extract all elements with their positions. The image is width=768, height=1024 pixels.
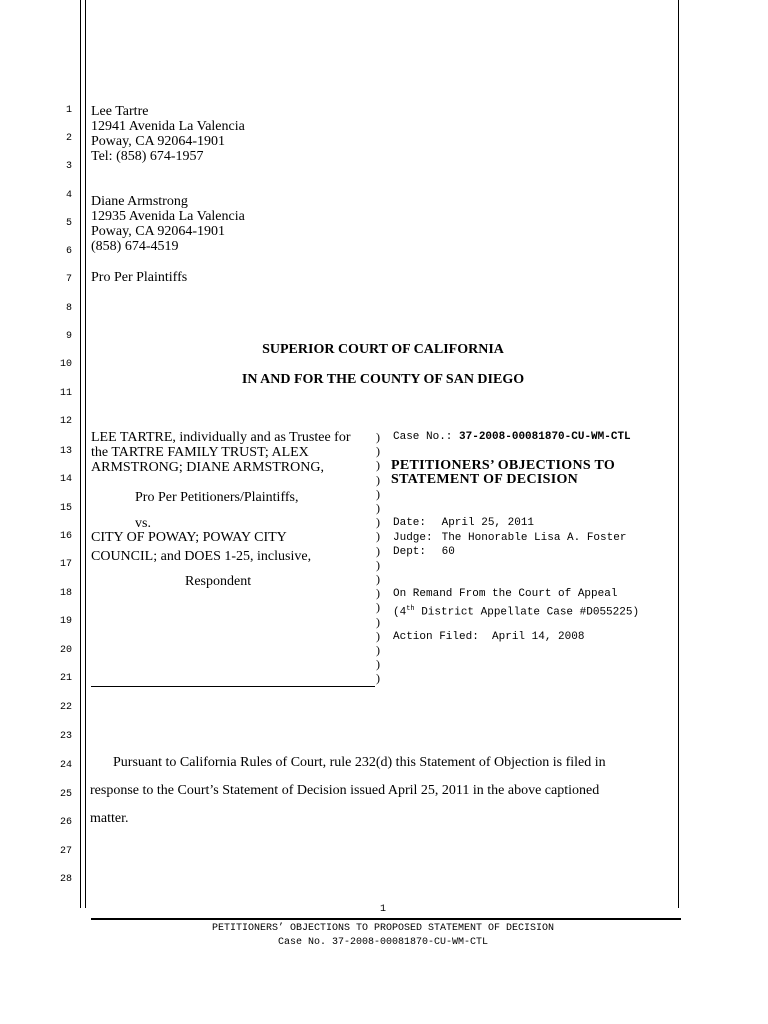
caption-paren: ) xyxy=(376,501,380,515)
remand-ordinal-sup: th xyxy=(406,605,415,613)
action-filed-line xyxy=(393,631,584,644)
plaintiff-1-city: Poway, CA 92064-1901 xyxy=(91,134,226,149)
caption-underline xyxy=(91,686,375,687)
caption-petitioner-role: Pro Per Petitioners/Plaintiffs, xyxy=(135,490,299,505)
plaintiff-1-phone: Tel: (858) 674-1957 xyxy=(91,149,204,164)
line-number: 19 xyxy=(59,616,72,627)
caption-paren: ) xyxy=(376,529,380,544)
caption-petitioners-3: ARMSTRONG; DIANE ARMSTRONG, xyxy=(91,460,324,475)
dept-line xyxy=(393,546,455,559)
caption-respondent-role: Respondent xyxy=(185,574,252,589)
plaintiff-2-name: Diane Armstrong xyxy=(91,194,188,209)
dept-value: 60 xyxy=(441,546,455,558)
line-number: 23 xyxy=(59,731,72,742)
caption-respondents-2: COUNCIL; and DOES 1-25, inclusive, xyxy=(91,549,312,564)
page-number: 1 xyxy=(379,904,386,915)
line-number: 17 xyxy=(59,559,72,570)
caption-paren: ) xyxy=(376,572,380,586)
judge-label: Judge: xyxy=(393,532,433,544)
court-name: SUPERIOR COURT OF CALIFORNIA xyxy=(262,342,504,357)
line-number: 25 xyxy=(59,789,72,800)
caption-petitioners-2: the TARTRE FAMILY TRUST; ALEX xyxy=(91,445,309,460)
line-number: 5 xyxy=(65,218,72,229)
line-number: 15 xyxy=(59,503,72,514)
line-number: 2 xyxy=(65,133,72,144)
line-number: 18 xyxy=(59,588,72,599)
line-number: 24 xyxy=(59,760,72,771)
date-value: April 25, 2011 xyxy=(441,517,535,529)
line-number: 8 xyxy=(65,303,72,314)
caption-paren: ) xyxy=(376,628,380,643)
footer-title: PETITIONERS’ OBJECTIONS TO PROPOSED STATEMENT OF DECISION xyxy=(211,923,555,934)
left-margin-rule xyxy=(80,0,81,908)
body-line-1: Pursuant to California Rules of Court, rule 232(d) this Statement of Objection is filed in xyxy=(113,755,606,770)
line-number: 6 xyxy=(65,246,72,257)
caption-paren: ) xyxy=(376,444,380,459)
caption-paren: ) xyxy=(376,557,380,572)
remand-line: On Remand From the Court of Appeal xyxy=(393,588,618,600)
body-line-2: response to the Court’s Statement of Decision issued April 25, 2011 in the above captioned xyxy=(90,783,600,798)
caption-paren: ) xyxy=(376,543,380,558)
caption-paren: ) xyxy=(376,472,380,487)
remand-open: (4 xyxy=(393,606,407,619)
caption-paren: ) xyxy=(376,600,380,615)
action-filed-value: April 14, 2008 xyxy=(492,631,585,643)
line-number: 9 xyxy=(65,331,72,342)
plaintiff-1-street: 12941 Avenida La Valencia xyxy=(91,119,245,134)
line-number: 20 xyxy=(59,645,72,656)
footer-case-number: Case No. 37-2008-00081870-CU-WM-CTL xyxy=(277,937,489,948)
action-filed-label: Action Filed: xyxy=(393,631,479,643)
caption-paren: ) xyxy=(376,657,380,672)
line-number: 26 xyxy=(59,817,72,828)
line-number: 13 xyxy=(59,446,72,457)
caption-respondents: CITY OF POWAY; POWAY CITY xyxy=(91,530,287,545)
caption-versus: vs. xyxy=(135,516,151,531)
body-line-3: matter. xyxy=(90,811,129,826)
line-number: 27 xyxy=(59,846,72,857)
footer-rule xyxy=(91,918,681,920)
line-number: 10 xyxy=(59,359,72,370)
pro-per-label: Pro Per Plaintiffs xyxy=(91,270,188,285)
line-number: 22 xyxy=(59,702,72,713)
dept-label: Dept: xyxy=(393,546,427,558)
plaintiff-2-street: 12935 Avenida La Valencia xyxy=(91,209,245,224)
left-margin-rule-inner xyxy=(85,0,86,908)
right-margin-rule xyxy=(678,0,679,908)
line-number: 14 xyxy=(59,474,72,485)
date-label: Date: xyxy=(393,517,427,529)
line-number: 4 xyxy=(65,190,72,201)
caption-paren: ) xyxy=(376,430,380,444)
caption-petitioners: LEE TARTRE, individually and as Trustee for xyxy=(91,430,351,445)
plaintiff-2-phone: (858) 674-4519 xyxy=(91,239,179,254)
line-number: 3 xyxy=(65,161,72,172)
line-number: 7 xyxy=(65,274,72,285)
court-county: IN AND FOR THE COUNTY OF SAN DIEGO xyxy=(241,372,525,387)
plaintiff-1-name: Lee Tartre xyxy=(91,104,149,119)
hearing-date-line xyxy=(393,517,534,530)
caption-paren: ) xyxy=(376,515,380,530)
document-title-2: STATEMENT OF DECISION xyxy=(391,472,579,487)
line-number: 21 xyxy=(59,673,72,684)
remand-rest: District Appellate Case #D055225) xyxy=(414,606,640,619)
judge-value: The Honorable Lisa A. Foster xyxy=(441,532,627,544)
caption-paren: ) xyxy=(376,586,380,601)
case-number-label: Case No.: xyxy=(393,431,453,443)
line-number: 16 xyxy=(59,531,72,542)
judge-line xyxy=(393,532,626,545)
line-number: 12 xyxy=(59,416,72,427)
line-number: 11 xyxy=(59,388,72,399)
caption-paren: ) xyxy=(376,671,380,686)
case-number: 37-2008-00081870-CU-WM-CTL xyxy=(459,431,631,443)
plaintiff-2-city: Poway, CA 92064-1901 xyxy=(91,224,226,239)
line-number: 28 xyxy=(59,874,72,885)
remand-appellate-case xyxy=(393,603,639,620)
caption-paren: ) xyxy=(376,614,380,629)
caption-paren: ) xyxy=(376,643,380,657)
document-title: PETITIONERS’ OBJECTIONS TO xyxy=(391,458,616,473)
caption-paren: ) xyxy=(376,486,380,501)
case-number-line xyxy=(393,431,631,444)
caption-paren: ) xyxy=(376,458,380,473)
line-number: 1 xyxy=(65,105,72,116)
